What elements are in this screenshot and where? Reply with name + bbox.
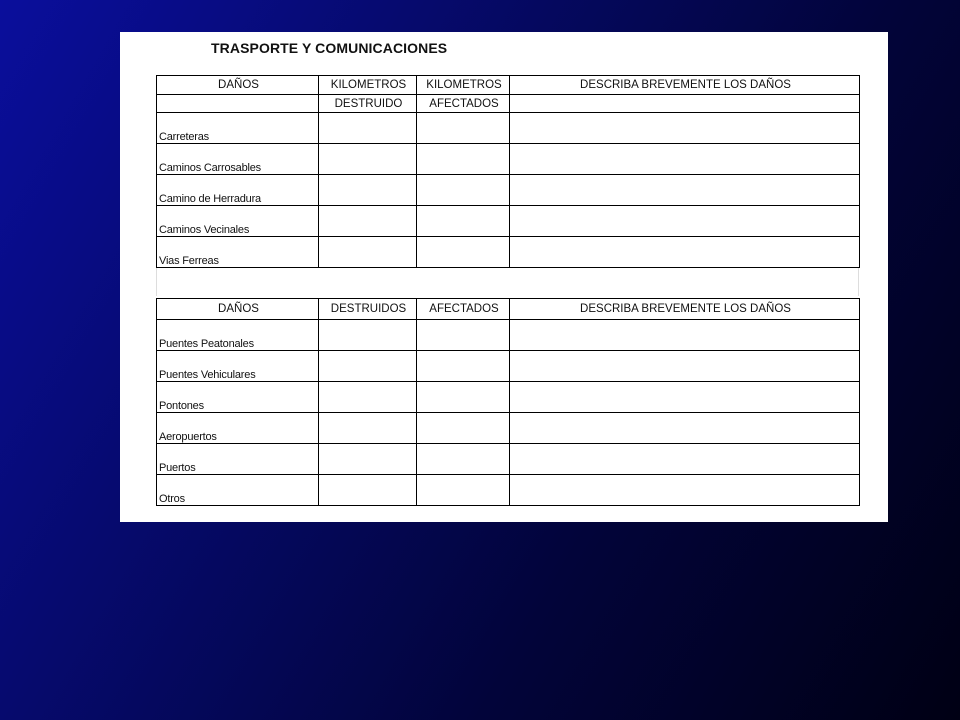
description-cell[interactable] — [510, 475, 860, 506]
table-row — [157, 351, 860, 382]
row-label: Pontones — [157, 382, 319, 413]
description-cell[interactable] — [510, 237, 860, 268]
form-title: TRASPORTE Y COMUNICACIONES — [211, 40, 448, 56]
km-afectados-cell[interactable] — [417, 206, 510, 237]
table-header-row — [157, 299, 860, 320]
form-sheet — [120, 32, 888, 522]
description-cell[interactable] — [510, 206, 860, 237]
transport-damage-table — [156, 75, 860, 268]
description-cell[interactable] — [510, 351, 860, 382]
km-destruido-cell[interactable] — [319, 237, 417, 268]
row-label: Caminos Carrosables — [157, 144, 319, 175]
destruidos-cell[interactable] — [319, 475, 417, 506]
description-cell[interactable] — [510, 320, 860, 351]
description-cell[interactable] — [510, 413, 860, 444]
description-cell[interactable] — [510, 175, 860, 206]
table-row — [157, 413, 860, 444]
header-afectados: AFECTADOS — [417, 299, 510, 320]
afectados-cell[interactable] — [417, 320, 510, 351]
km-destruido-cell[interactable] — [319, 113, 417, 144]
table-row — [157, 444, 860, 475]
bridges-ports-damage-table — [156, 298, 860, 506]
km-afectados-cell[interactable] — [417, 113, 510, 144]
row-label: Vias Ferreas — [157, 237, 319, 268]
header-describa: DESCRIBA BREVEMENTE LOS DAÑOS — [510, 299, 860, 320]
table-spacer — [156, 268, 859, 296]
table-row — [157, 320, 860, 351]
subheader-empty — [157, 95, 319, 113]
row-label: Caminos Vecinales — [157, 206, 319, 237]
km-afectados-cell[interactable] — [417, 237, 510, 268]
description-cell[interactable] — [510, 444, 860, 475]
table-row — [157, 175, 860, 206]
destruidos-cell[interactable] — [319, 444, 417, 475]
km-destruido-cell[interactable] — [319, 206, 417, 237]
header-describa: DESCRIBA BREVEMENTE LOS DAÑOS — [510, 76, 860, 95]
header-danos: DAÑOS — [157, 76, 319, 95]
row-label: Aeropuertos — [157, 413, 319, 444]
km-destruido-cell[interactable] — [319, 175, 417, 206]
table-row — [157, 382, 860, 413]
header-destruidos: DESTRUIDOS — [319, 299, 417, 320]
table-row — [157, 144, 860, 175]
subheader-destruido: DESTRUIDO — [319, 95, 417, 113]
description-cell[interactable] — [510, 144, 860, 175]
afectados-cell[interactable] — [417, 413, 510, 444]
header-kilometros-afectados: KILOMETROS — [417, 76, 510, 95]
header-kilometros-destruido: KILOMETROS — [319, 76, 417, 95]
afectados-cell[interactable] — [417, 382, 510, 413]
table-row — [157, 237, 860, 268]
description-cell[interactable] — [510, 113, 860, 144]
table-row — [157, 475, 860, 506]
row-label: Camino de Herradura — [157, 175, 319, 206]
destruidos-cell[interactable] — [319, 382, 417, 413]
afectados-cell[interactable] — [417, 475, 510, 506]
description-cell[interactable] — [510, 382, 860, 413]
afectados-cell[interactable] — [417, 351, 510, 382]
table-subheader-row — [157, 95, 860, 113]
subheader-empty-describe — [510, 95, 860, 113]
row-label: Otros — [157, 475, 319, 506]
table-row — [157, 206, 860, 237]
afectados-cell[interactable] — [417, 444, 510, 475]
row-label: Puentes Vehiculares — [157, 351, 319, 382]
subheader-afectados: AFECTADOS — [417, 95, 510, 113]
km-afectados-cell[interactable] — [417, 144, 510, 175]
km-afectados-cell[interactable] — [417, 175, 510, 206]
destruidos-cell[interactable] — [319, 351, 417, 382]
table-header-row — [157, 76, 860, 95]
row-label: Carreteras — [157, 113, 319, 144]
km-destruido-cell[interactable] — [319, 144, 417, 175]
row-label: Puentes Peatonales — [157, 320, 319, 351]
table-row — [157, 113, 860, 144]
header-danos: DAÑOS — [157, 299, 319, 320]
destruidos-cell[interactable] — [319, 320, 417, 351]
row-label: Puertos — [157, 444, 319, 475]
destruidos-cell[interactable] — [319, 413, 417, 444]
